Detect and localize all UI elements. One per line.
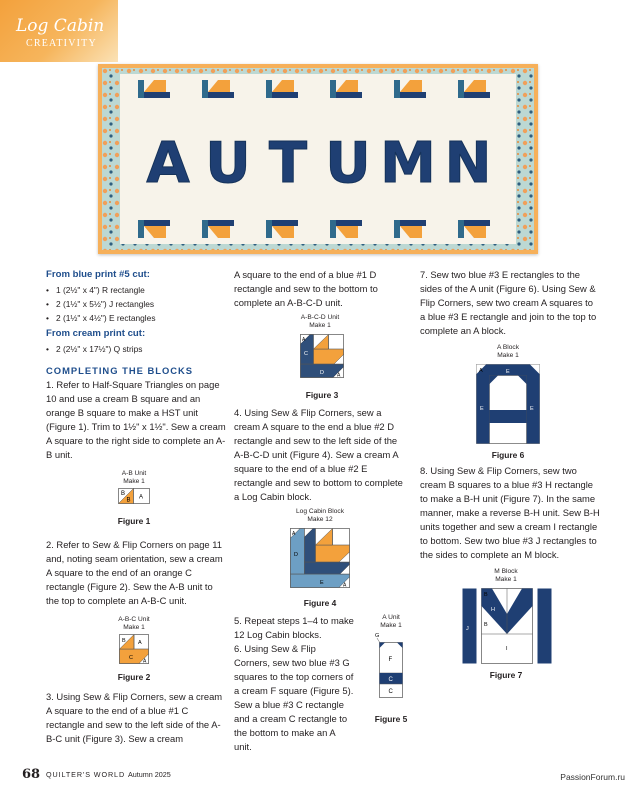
left-column <box>46 268 226 746</box>
leaf-block <box>458 80 490 98</box>
fig3-caption: Figure 3 <box>305 390 339 400</box>
leaf-block <box>458 220 490 238</box>
svg-text:B: B <box>121 491 126 497</box>
quilt-graphic <box>102 68 534 250</box>
figure-6 <box>420 344 600 460</box>
fig3-unit-label: A-B-C-D Unit <box>300 314 340 321</box>
svg-text:G: G <box>375 633 380 639</box>
fig1-unit-label: A-B Unit <box>121 470 147 477</box>
step-2: 2. Refer to Sew & Flip Corners on page 11 and, noting seam orientation, sew a cream A square to the end of an orange C rectangle (Figure 2). Sew the A-B unit to the top to complete an A-B-C unit. <box>46 539 223 606</box>
fig1-diagram <box>118 488 150 504</box>
fig4-diagram <box>290 528 350 588</box>
figure-3 <box>234 314 406 402</box>
fig7-make-label: Make 1 <box>495 576 517 583</box>
svg-text:A: A <box>343 582 347 588</box>
figure-7 <box>420 568 600 684</box>
svg-text:D: D <box>320 370 324 376</box>
page-number: 68 <box>22 767 41 782</box>
fig7-caption: Figure 7 <box>489 670 523 680</box>
quilt-letter: U <box>205 131 251 196</box>
list-item: • 2 (1½" x 5½") J rectangles <box>46 297 226 311</box>
magazine-name: QUILTER'S WORLD <box>46 770 126 779</box>
fig3-diagram <box>300 334 344 378</box>
fig6-make-label: Make 1 <box>497 352 519 359</box>
svg-text:A: A <box>302 337 306 343</box>
cut-list-cream <box>46 342 226 356</box>
leaf-block <box>394 220 426 238</box>
cut-heading-blue5: From blue print #5 cut: <box>46 269 150 280</box>
svg-text:I: I <box>506 646 508 652</box>
brand-sub: CREATIVITY <box>26 38 97 49</box>
figure-5 <box>366 614 416 728</box>
right-column <box>420 268 600 684</box>
list-item: • 2 (2½" x 17½") Q strips <box>46 342 226 356</box>
quilt-letter: T <box>268 131 308 196</box>
svg-text:E: E <box>506 369 510 375</box>
step-7: 7. Sew two blue #3 E rectangles to the sides of the A unit (Figure 6). Using Sew & Flip Corners, sew two cream A squares to a blue #3 E rectangle and join to the top to complete an A block. <box>420 269 597 336</box>
magazine-footer <box>46 770 171 779</box>
svg-text:A: A <box>138 640 142 646</box>
brand-corner <box>0 0 118 62</box>
leaf-block <box>266 80 298 98</box>
fig2-unit-label: A-B-C Unit <box>118 616 150 623</box>
step-6: 6. Using Sew & Flip Corners, sew two blue #3 G squares to the top corners of a cream F square (Figure 5). Sew a blue #3 C rectangle and a cream C rectangle to the bottom to make an A unit. <box>234 643 354 752</box>
fig6-diagram <box>476 364 540 444</box>
fig5-unit-label: A Unit <box>382 614 400 621</box>
fig6-caption: Figure 6 <box>491 450 525 460</box>
fig1-caption: Figure 1 <box>117 516 151 526</box>
fig1-make-label: Make 1 <box>123 478 145 485</box>
cut-heading-cream: From cream print cut: <box>46 328 146 339</box>
step-3: 3. Using Sew & Flip Corners, sew a cream A square to the end of a blue #1 C rectangle and sew to the left side of the A-B-C unit (Figure 3). Sew a cream <box>46 691 223 744</box>
quilt-letter: N <box>444 131 492 196</box>
step-3-continued: A square to the end of a blue #1 D rectangle and sew to the bottom to complete an A-B-C-D unit. <box>234 269 378 308</box>
fig4-caption: Figure 4 <box>303 598 337 608</box>
leaf-block <box>138 80 170 98</box>
fig7-unit-label: M Block <box>494 568 518 575</box>
step-8: 8. Using Sew & Flip Corners, sew two cream B squares to a blue #3 H rectangle to make a B-H unit (Figure 7). In the same manner, make a reverse B-H unit. Sew B-H units together and sew a cream I rectangle to bottom. Sew two blue #3 J rectangles to the sides to complete an M block. <box>420 465 600 560</box>
svg-text:C: C <box>129 655 133 661</box>
watermark: PassionForum.ru <box>560 772 625 782</box>
svg-text:E: E <box>530 406 534 412</box>
svg-text:B: B <box>484 622 488 628</box>
leaf-block <box>266 220 298 238</box>
svg-text:A: A <box>292 531 296 537</box>
fig4-unit-label: Log Cabin Block <box>295 508 345 515</box>
svg-text:D: D <box>294 552 298 558</box>
svg-text:B: B <box>122 638 126 644</box>
figure-1 <box>46 470 226 528</box>
fig5-caption: Figure 5 <box>374 714 408 724</box>
fig4-make-label: Make 12 <box>307 516 333 523</box>
svg-text:C: C <box>304 351 308 357</box>
quilt-letter: U <box>325 131 371 196</box>
steps-5-6 <box>234 614 354 754</box>
svg-text:A: A <box>337 372 341 378</box>
fig5-make-label: Make 1 <box>380 622 402 629</box>
fig7-diagram <box>462 588 552 664</box>
brand-script: Log Cabin <box>16 16 105 36</box>
autumn-table-runner-photo <box>98 64 538 254</box>
fig2-make-label: Make 1 <box>123 624 145 631</box>
fig3-make-label: Make 1 <box>309 322 331 329</box>
figure-4 <box>234 508 406 612</box>
svg-text:A: A <box>479 368 483 374</box>
svg-text:H: H <box>491 607 495 613</box>
step-4: 4. Using Sew & Flip Corners, sew a cream A square to the end a blue #2 D rectangle and sew to the left side of the A-B-C-D unit (Figure 4). Sew a cream A square to the end of a blue #2 E rectangle and sew to bottom to complete a Log Cabin block. <box>234 407 403 502</box>
step-5: 5. Repeat steps 1–4 to make 12 Log Cabin blocks. <box>234 615 354 640</box>
svg-text:F: F <box>388 657 393 663</box>
leaf-block <box>202 220 234 238</box>
quilt-letter: A <box>146 131 190 196</box>
figure-2 <box>46 616 226 684</box>
svg-text:E: E <box>320 580 324 586</box>
fig5-diagram <box>374 631 408 713</box>
step-1: 1. Refer to Half-Square Triangles on page 10 and use a cream B square and an orange B square to make a HST unit (Figure 1). Trim to 1½" x 1½". Sew a cream A square to the right side to complete an A-B unit. <box>46 379 226 460</box>
svg-text:J: J <box>466 626 469 632</box>
leaf-block <box>330 80 362 98</box>
svg-text:E: E <box>480 406 484 412</box>
leaf-block <box>202 80 234 98</box>
svg-text:B: B <box>126 497 131 504</box>
leaf-block <box>138 220 170 238</box>
cut-list-blue5 <box>46 283 226 325</box>
leaf-block <box>330 220 362 238</box>
svg-text:B: B <box>484 592 488 598</box>
fig6-unit-label: A Block <box>497 344 519 351</box>
section-heading: COMPLETING THE BLOCKS <box>46 365 194 376</box>
issue-name: Autumn 2025 <box>127 770 171 779</box>
svg-text:A: A <box>143 658 147 664</box>
quilt-letter: M <box>380 131 436 196</box>
svg-text:C: C <box>388 689 393 695</box>
svg-text:C: C <box>388 677 393 683</box>
leaf-block <box>394 80 426 98</box>
fig2-caption: Figure 2 <box>117 672 151 682</box>
svg-text:A: A <box>139 494 144 501</box>
fig2-diagram <box>119 634 149 664</box>
list-item: • 2 (1½" x 4½") E rectangles <box>46 311 226 325</box>
list-item: • 1 (2½" x 4") R rectangle <box>46 283 226 297</box>
